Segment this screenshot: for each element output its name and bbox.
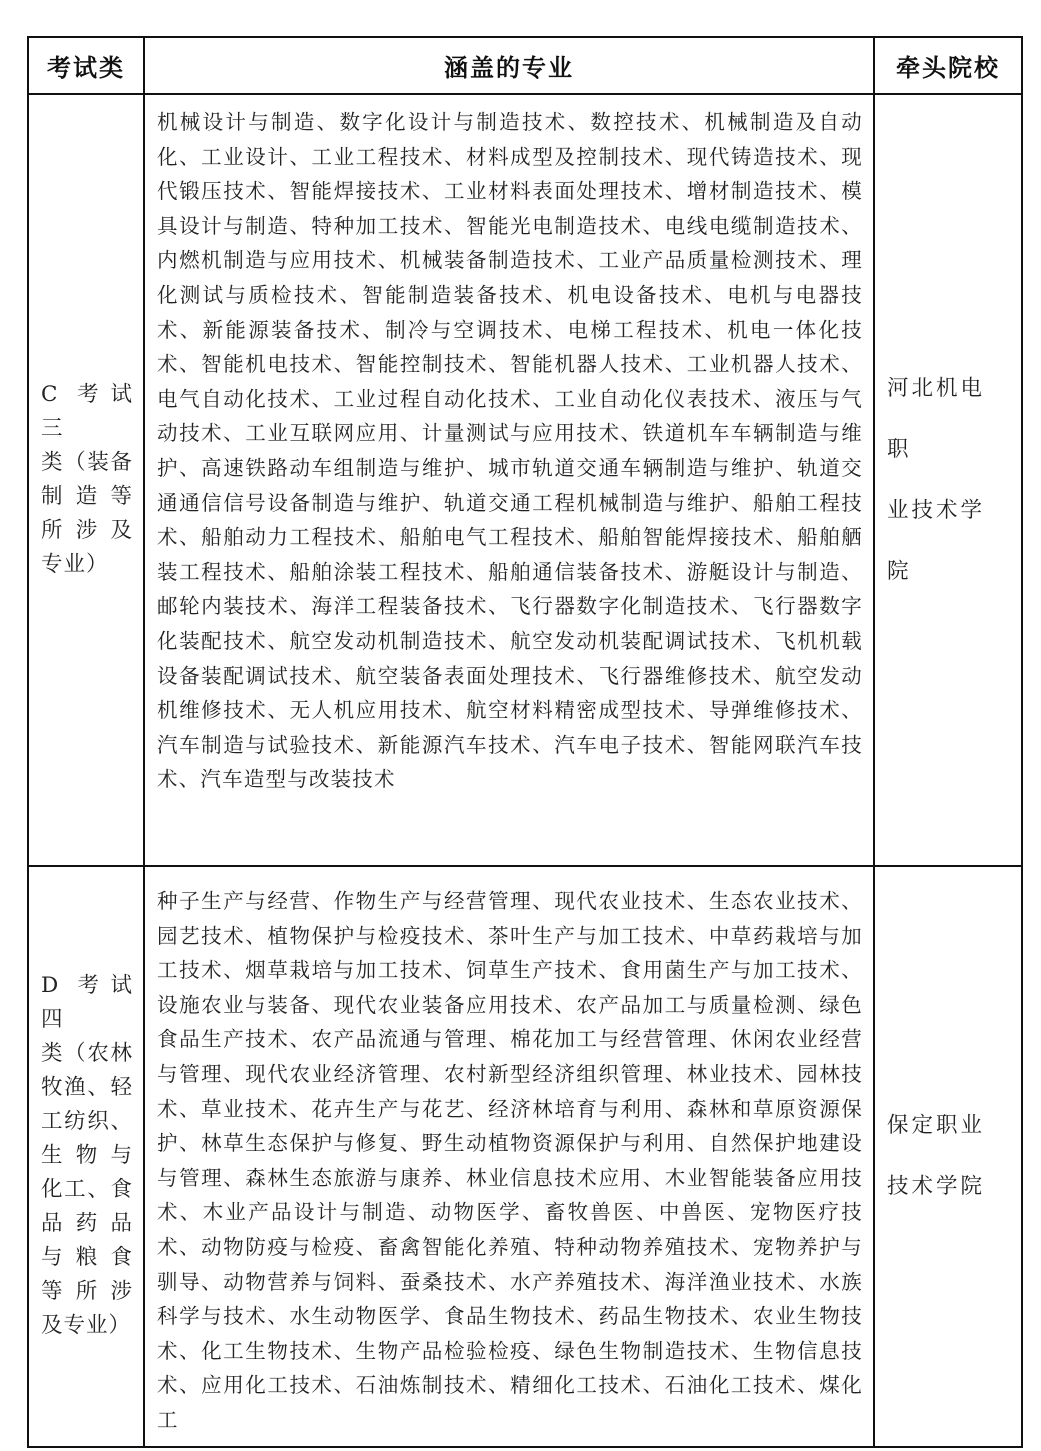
table-row: [28, 94, 1022, 866]
category-line: D 考试四: [41, 973, 133, 1033]
school-line: 河北机电职: [887, 376, 986, 462]
category-line: 品 药 品: [41, 1211, 133, 1237]
category-line: 生 物 与: [41, 1143, 133, 1169]
category-line: 所 涉 及: [41, 518, 133, 543]
lead-school-cell: [874, 94, 1022, 866]
category-line: 化工、食: [41, 1177, 133, 1203]
exam-category-cell: [28, 866, 144, 1447]
category-line: 与 粮 食: [41, 1245, 133, 1271]
majors-list-text: 机械设计与制造、数字化设计与制造技术、数控技术、机械制造及自动化、工业设计、工业工程技术、材料成型及控制技术、现代铸造技术、现代锻压技术、智能焊接技术、工业材料表面处理技术、增材制造技术、模具设计与制造、特种加工技术、智能光电制造技术、电线电缆制造技术、内燃机制造与应用技术、机械装备制造技术、工业产品质量检测技术、理化测试与质检技术、智能制造装备技术、机电设备技术、电机与电器技术、新能源装备技术、制冷与空调技术、电梯工程技术、机电一体化技术、智能机电技术、智能控制技术、智能机器人技术、工业机器人技术、电气自动化技术、工业过程自动化技术、工业自动化仪表技术、液压与气动技术、工业互联网应用、计量测试与应用技术、铁道机车车辆制造与维护、高速铁路动车组制造与维护、城市轨道交通车辆制造与维护、轨道交通通信信号设备制造与维护、轨道交通工程机械制造与维护、船舶工程技术、船舶动力工程技术、船舶电气工程技术、船舶智能焊接技术、船舶舾装工程技术、船舶涂装工程技术、船舶通信装备技术、游艇设计与制造、邮轮内装技术、海洋工程装备技术、飞行器数字化制造技术、飞行器数字化装配技术、航空发动机制造技术、航空发动机装配调试技术、飞机机载设备装配调试技术、航空装备表面处理技术、飞行器维修技术、航空发动机维修技术、无人机应用技术、航空材料精密成型技术、导弹维修技术、汽车制造与试验技术、新能源汽车技术、汽车电子技术、智能网联汽车技术、汽车造型与改装技术: [157, 110, 863, 792]
exam-category-cell: [28, 94, 144, 866]
category-line: 等 所 涉: [41, 1279, 133, 1305]
table-header-row: [28, 37, 1022, 94]
school-line: 业技术学院: [887, 498, 986, 584]
table-row: [28, 866, 1022, 1447]
header-covered-majors: 涵盖的专业: [144, 37, 874, 94]
category-line: 及专业）: [41, 1313, 132, 1339]
category-line: 类（农林: [41, 1041, 133, 1067]
category-line: C 考试三: [41, 382, 133, 441]
majors-cell: [144, 866, 874, 1447]
category-line: 牧渔、轻: [41, 1075, 133, 1101]
category-line: 专业）: [41, 552, 109, 577]
header-lead-school: 牵头院校: [874, 37, 1022, 94]
category-line: 制 造 等: [41, 484, 133, 509]
category-line: 类（装备: [41, 450, 133, 475]
lead-school-cell: [874, 866, 1022, 1447]
header-exam-category: 考试类: [28, 37, 144, 94]
category-line: 工纺织、: [41, 1109, 133, 1135]
school-line: 保定职业: [887, 1113, 986, 1139]
majors-cell: [144, 94, 874, 866]
majors-list-text: 种子生产与经营、作物生产与经营管理、现代农业技术、生态农业技术、园艺技术、植物保护与检疫技术、茶叶生产与加工技术、中草药栽培与加工技术、烟草栽培与加工技术、饲草生产技术、食用菌生产与加工技术、设施农业与装备、现代农业装备应用技术、农产品加工与质量检测、绿色食品生产技术、农产品流通与管理、棉花加工与经营管理、休闲农业经营与管理、现代农业经济管理、农村新型经济组织管理、林业技术、园林技术、草业技术、花卉生产与花艺、经济林培育与利用、森林和草原资源保护、林草生态保护与修复、野生动植物资源保护与利用、自然保护地建设与管理、森林生态旅游与康养、林业信息技术应用、木业智能装备应用技术、木业产品设计与制造、动物医学、畜牧兽医、中兽医、宠物医疗技术、动物防疫与检疫、畜禽智能化养殖、特种动物养殖技术、宠物养护与驯导、动物营养与饲料、蚕桑技术、水产养殖技术、海洋渔业技术、水族科学与技术、水生动物医学、食品生物技术、药品生物技术、农业生物技术、化工生物技术、生物产品检验检疫、绿色生物制造技术、生物信息技术、应用化工技术、石油炼制技术、精细化工技术、石油化工技术、煤化工: [157, 889, 863, 1432]
school-line: 技术学院: [887, 1174, 986, 1200]
majors-table: [27, 36, 1023, 1448]
